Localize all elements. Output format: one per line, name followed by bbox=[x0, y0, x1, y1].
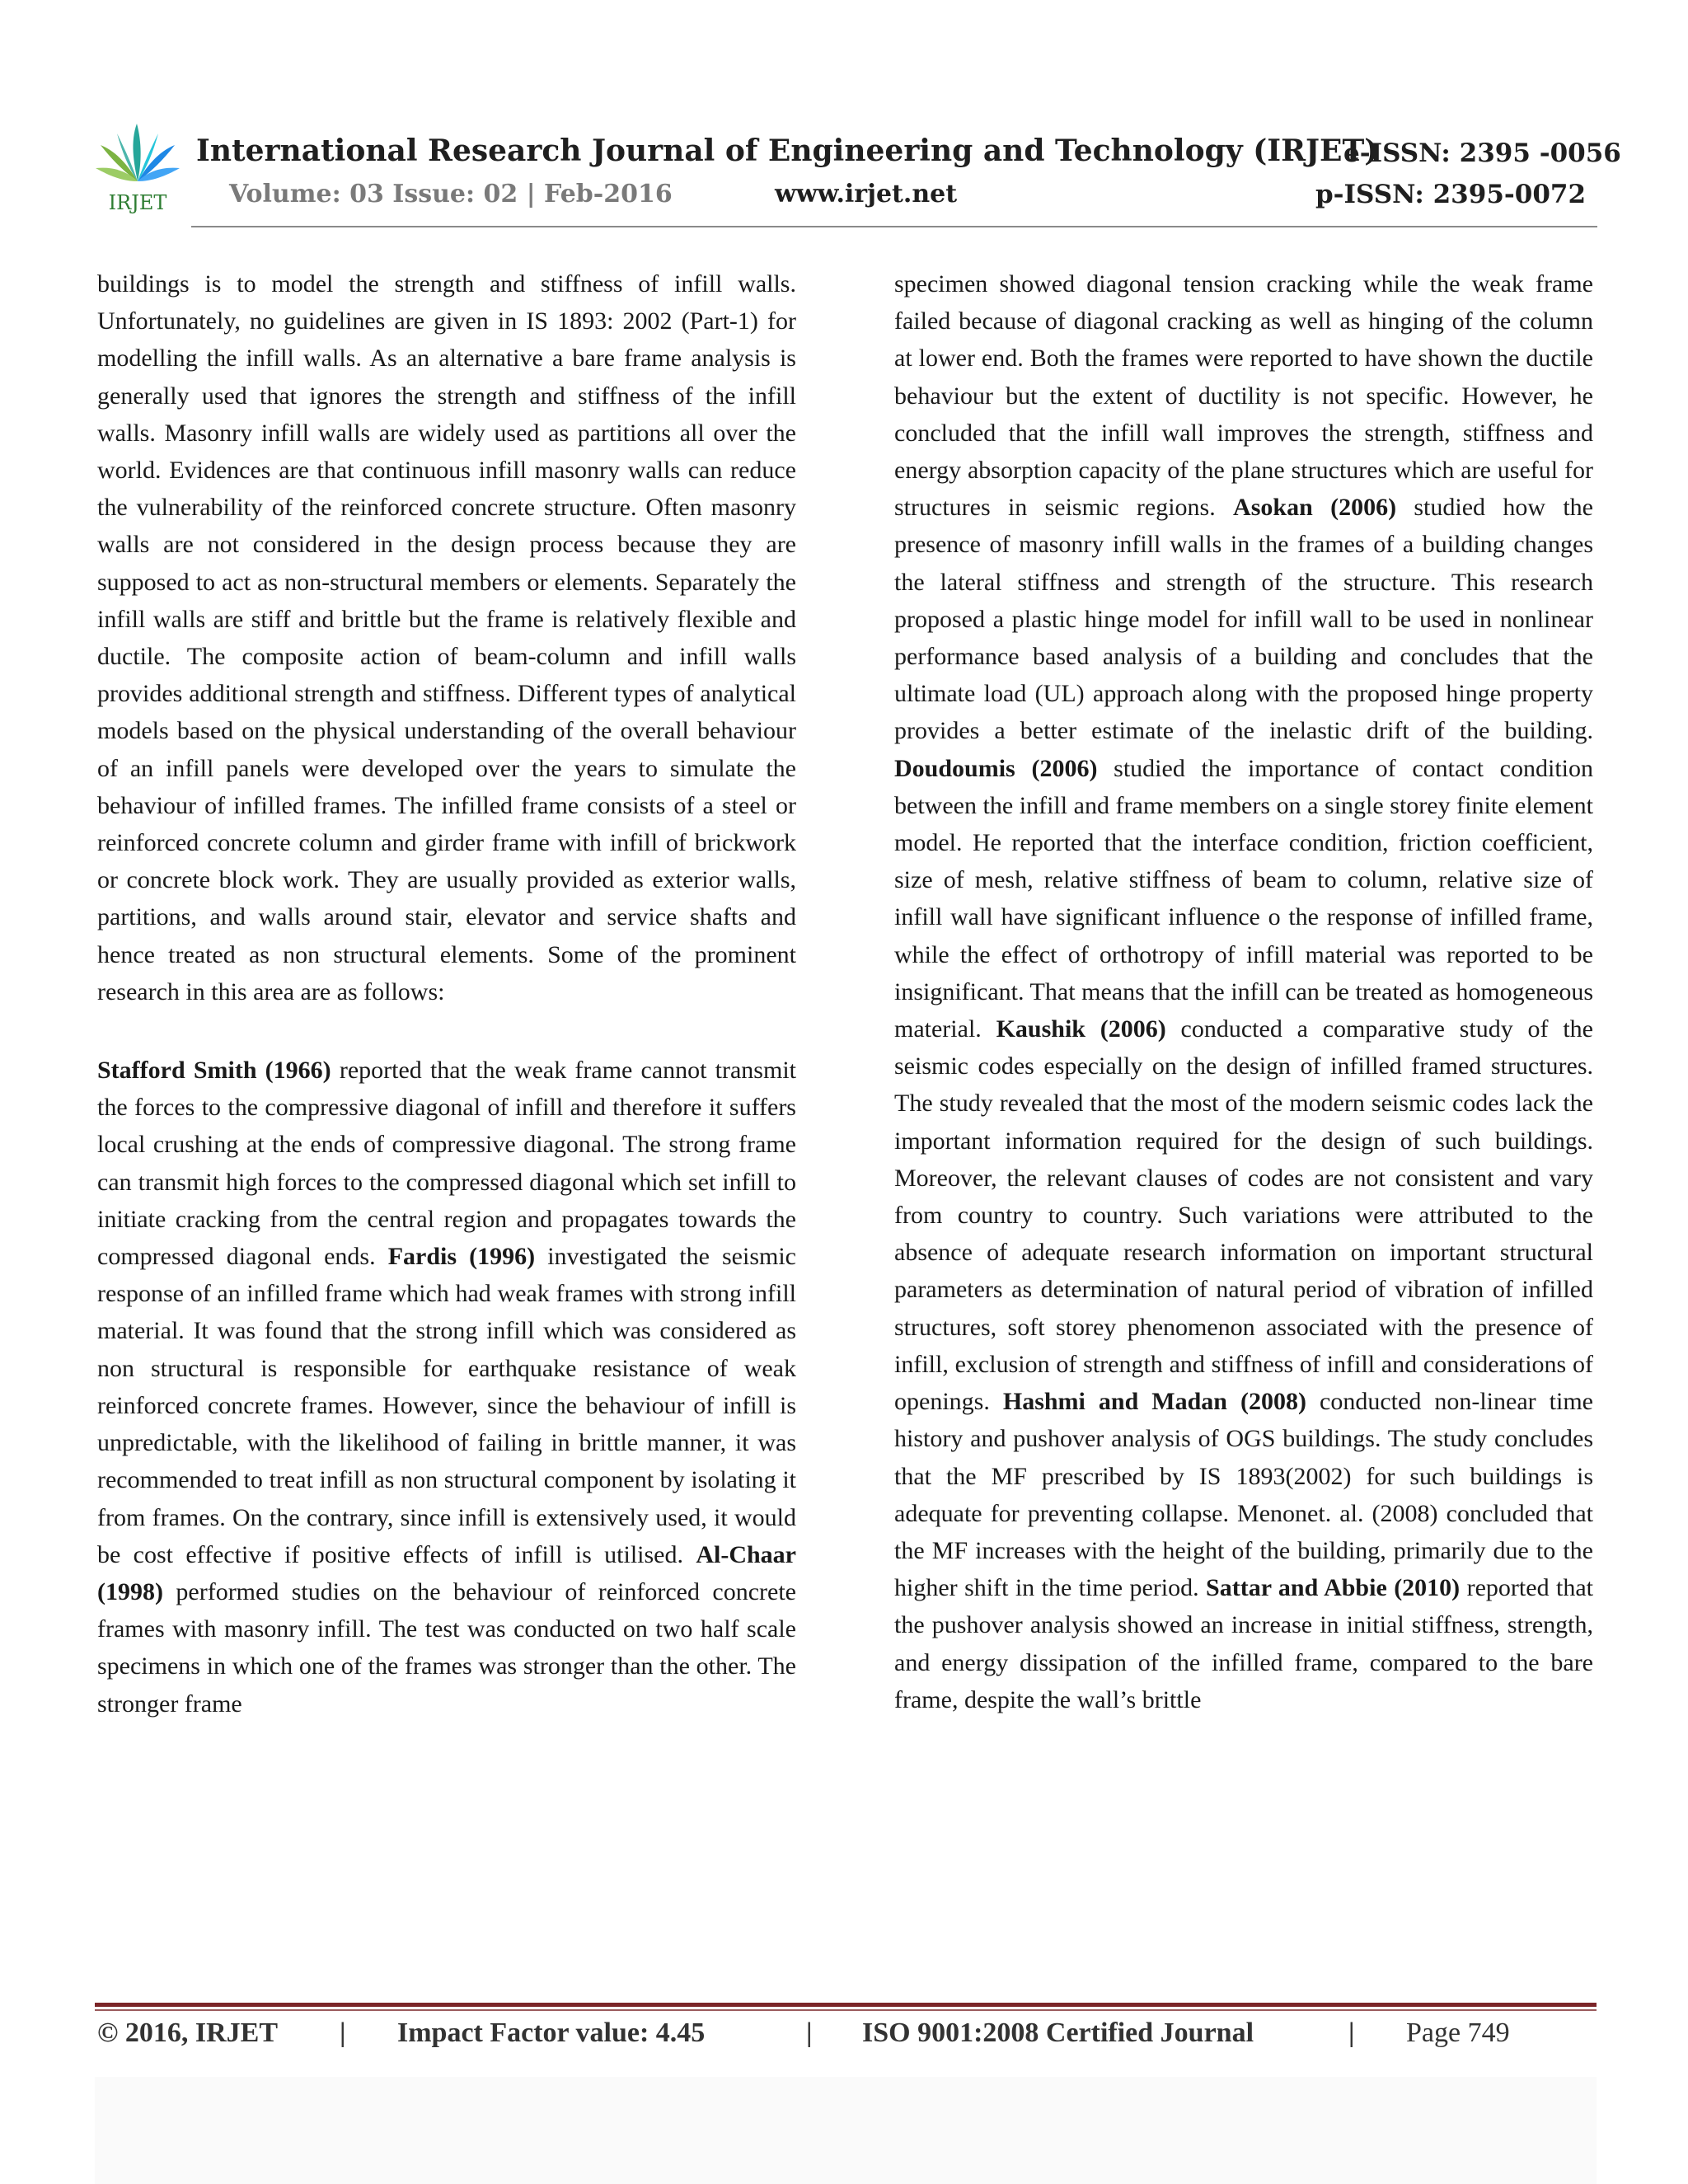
logo-text: IRJET bbox=[108, 191, 167, 214]
citation: Sattar and Abbie (2010) bbox=[1206, 1574, 1461, 1602]
footer-copyright: © 2016, IRJET bbox=[97, 2018, 279, 2048]
footer bbox=[97, 2018, 1581, 2064]
footer-divider bbox=[95, 2003, 1597, 2007]
left-column bbox=[97, 265, 796, 1722]
citation: Fardis (1996) bbox=[387, 1243, 536, 1271]
journal-title: International Research Journal of Engineering and Technology (IRJET) bbox=[196, 134, 1379, 168]
irjet-logo bbox=[92, 117, 183, 216]
footer-separator: | bbox=[1348, 2018, 1355, 2048]
volume-issue: Volume: 03 Issue: 02 | Feb-2016 bbox=[229, 180, 673, 209]
paragraph: buildings is to model the strength and stiffness of infill walls. Unfortunately, no guidelines are given in IS 1893: 2002 (Part-1) for modelling the infill walls. As an alternative a bare frame analysis is generally used that ignores the strength and stiffness of the infill walls. Masonry infill walls are widely used as partitions all over the world. Evidences are that continuous infill masonry walls can reduce the vulnerability of the reinforced concrete structure. Often masonry walls are not considered in the design process because they are supposed to act as non-structural members or elements. Separately the infill walls are stiff and brittle but the frame is relatively flexible and ductile. The composite action of beam-column and infill walls provides additional strength and stiffness. Different types of analytical models based on the physical understanding of the overall behaviour of an infill panels were developed over the years to simulate the behaviour of infilled frames. The infilled frame consists of a steel or reinforced concrete column and girder frame with infill of brickwork or concrete block work. They are usually provided as exterior walls, partitions, and walls around stair, elevator and service shafts and hence treated as non structural elements. Some of the prominent research in this area are as follows: bbox=[97, 270, 796, 1005]
footer-separator: | bbox=[340, 2018, 346, 2048]
footer-iso: ISO 9001:2008 Certified Journal bbox=[862, 2018, 1254, 2048]
paragraph: specimen showed diagonal tension cracking while the weak frame failed because of diagonal cracking as well as hinging of the column at lower end. Both the frames were reported to have shown the ductile behaviour but the extent of ductility is not specific. However, he concluded that the infill wall improves the strength, stiffness and energy absorption capacity of the plane structures which are useful for structures in seismic regions. Asokan (2006) studied how the presence of masonry infill walls in the frames of a building changes the lateral stiffness and strength of the structure. This research proposed a plastic hinge model for infill wall to be used in nonlinear performance based analysis of a building and concludes that the ultimate load (UL) approach along with the proposed hinge property provides a better estimate of the inelastic drift of the building. Doudoumis (2006) studied the importance of contact condition between the infill and frame members on a single storey finite element model. He reported that the interface condition, friction coefficient, size of mesh, relative stiffness of beam to column, relative size of infill wall have significant influence o the response of infilled frame, while the effect of orthotropy of infill material was reported to be insignificant. That means that the infill can be treated as homogeneous material. Kaushik (2006) conducted a comparative study of the seismic codes especially on the design of infilled framed structures. The study revealed that the most of the modern seismic codes lack the important information required for the design of such buildings. Moreover, the relevant clauses of codes are not consistent and vary from country to country. Such variations were attributed to the absence of adequate research information on important structural parameters as determination of natural period of vibration of infilled structures, soft storey phenomenon associated with the presence of infill, exclusion of strength and stiffness of infill and considerations of openings. Hashmi and Madan (2008) conducted non-linear time history and pushover analysis of OGS buildings. The study concludes that the MF prescribed by IS 1893(2002) for such buildings is adequate for preventing collapse. Menonet. al. (2008) concluded that the MF increases with the height of the building, primarily due to the higher shift in the time period. Sattar and Abbie (2010) reported that the pushover analysis showed an increase in initial stiffness, strength, and energy dissipation of the infilled frame, compared to the bare frame, despite the wall’s brittle bbox=[894, 270, 1593, 1713]
citation: Doudoumis (2006) bbox=[894, 754, 1098, 782]
page-bottom-shade bbox=[95, 2077, 1597, 2184]
e-issn: e-ISSN: 2395 -0056 bbox=[1343, 138, 1621, 168]
citation: Asokan (2006) bbox=[1233, 494, 1397, 522]
citation: Al-Chaar (1998) bbox=[97, 1540, 796, 1605]
header-divider bbox=[191, 226, 1597, 227]
website-link[interactable]: www.irjet.net bbox=[775, 180, 958, 209]
footer-page-number: Page 749 bbox=[1406, 2018, 1510, 2048]
citation: Hashmi and Madan (2008) bbox=[1002, 1388, 1307, 1416]
citation: Stafford Smith (1966) bbox=[97, 1057, 331, 1085]
p-issn: p-ISSN: 2395-0072 bbox=[1315, 180, 1587, 209]
right-column bbox=[894, 265, 1593, 1718]
footer-separator: | bbox=[806, 2018, 813, 2048]
logo-leaves-icon bbox=[96, 124, 180, 181]
footer-divider-thin bbox=[95, 2009, 1597, 2011]
footer-impact-factor: Impact Factor value: 4.45 bbox=[397, 2018, 706, 2048]
citation: Kaushik (2006) bbox=[996, 1015, 1166, 1043]
paragraph: Stafford Smith (1966) reported that the weak frame cannot transmit the forces to the compressive diagonal of infill and therefore it suffers local crushing at the ends of compressive diagonal. The strong frame can transmit high forces to the compressed diagonal which set infill to initiate cracking from the central region and propagates towards the compressed diagonal ends. Fardis (1996) investigated the seismic response of an infilled frame which had weak frames with strong infill material. It was found that the strong infill which was considered as non structural is responsible for earthquake resistance of weak reinforced concrete frames. However, since the behaviour of infill is unpredictable, with the likelihood of failing in brittle manner, it was recommended to treat infill as non structural component by isolating it from frames. On the contrary, since infill is extensively used, it would be cost effective if positive effects of infill is utilised. Al-Chaar (1998) performed studies on the behaviour of reinforced concrete frames with masonry infill. The test was conducted on two half scale specimens in which one of the frames was stronger than the other. The stronger frame bbox=[97, 1057, 796, 1718]
